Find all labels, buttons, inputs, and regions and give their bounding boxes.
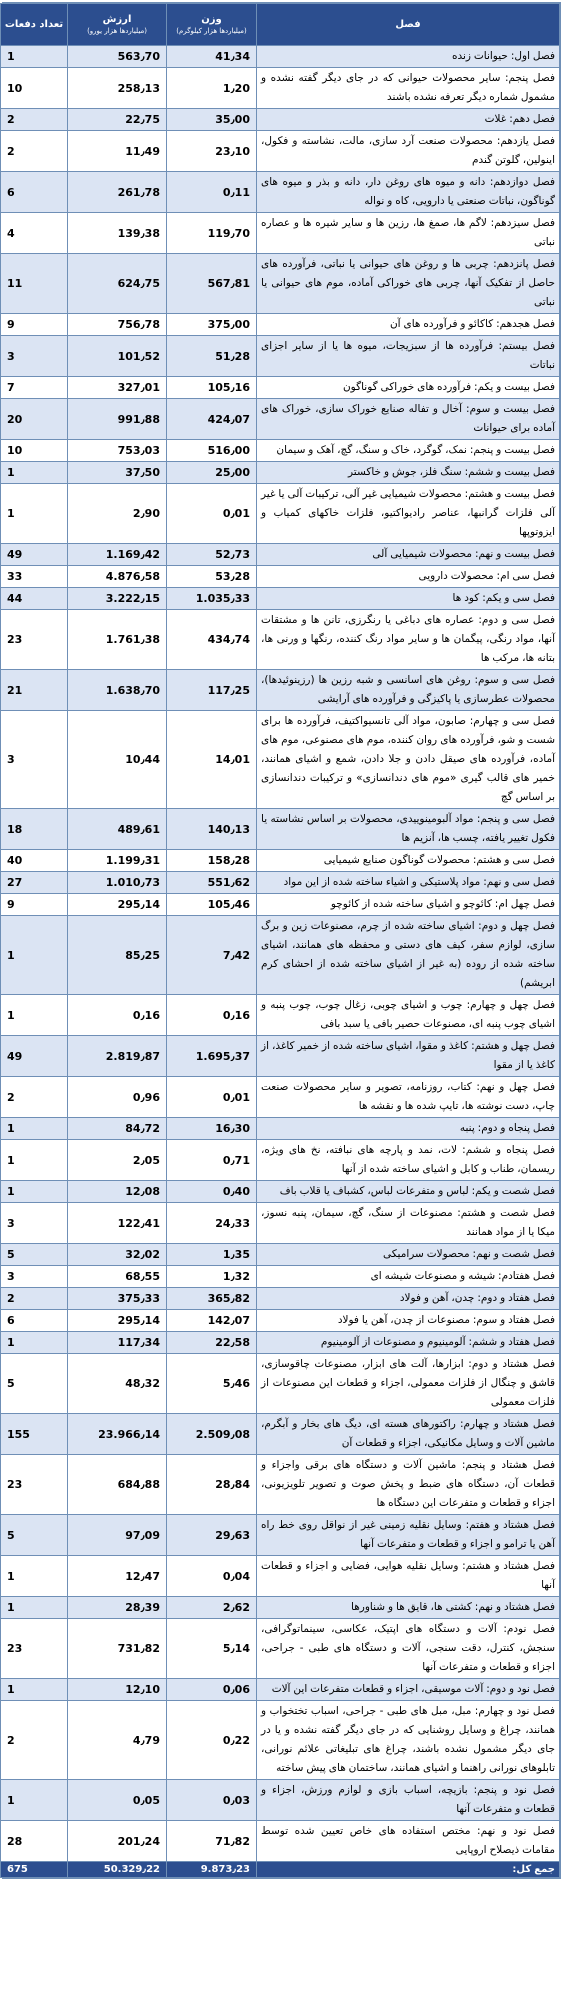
row-count: 2 [1, 109, 68, 131]
table-row [1, 1780, 560, 1821]
table-row [1, 1515, 560, 1556]
row-weight: 158٫28 [167, 850, 257, 872]
row-count: 1 [1, 1597, 68, 1619]
table-row [1, 588, 560, 610]
table-row [1, 399, 560, 440]
row-weight: 567٫81 [167, 254, 257, 314]
row-weight: 2٫62 [167, 1597, 257, 1619]
row-description: فصل هفتاد و دوم: چدن، آهن و فولاد [257, 1288, 560, 1310]
row-description: فصل شصت و نهم: محصولات سرامیکی [257, 1244, 560, 1266]
row-value: 731٫82 [68, 1619, 167, 1679]
row-description: فصل سیزدهم: لاگم ها، صمغ ها، رزین ها و سایر شیره ها و عصاره نباتی [257, 213, 560, 254]
total-row [1, 1862, 560, 1878]
row-description: فصل بیست و ششم: سنگ فلز، جوش و خاکستر [257, 462, 560, 484]
row-weight: 71٫82 [167, 1821, 257, 1862]
row-description: فصل پنجاه و دوم: پنبه [257, 1118, 560, 1140]
row-count: 20 [1, 399, 68, 440]
row-count: 10 [1, 440, 68, 462]
row-description: فصل شصت و یکم: لباس و متفرعات لباس، کشباف یا قلاب باف [257, 1181, 560, 1203]
table-row [1, 610, 560, 670]
trade-table-container [2, 2, 561, 1879]
row-description: فصل پنجاه و ششم: لات، نمد و پارچه های نبافته، نخ های ویژه، ریسمان، طناب و کابل و اشیای ساخته شده از آنها [257, 1140, 560, 1181]
row-value: 295٫14 [68, 1310, 167, 1332]
row-weight: 0٫01 [167, 484, 257, 544]
table-row [1, 172, 560, 213]
row-weight: 0٫11 [167, 172, 257, 213]
row-description: فصل پنجم: سایر محصولات حیوانی که در جای دیگر گفته نشده و مشمول شماره دیگر تعرفه نشده باشند [257, 68, 560, 109]
row-count: 2 [1, 131, 68, 172]
row-count: 9 [1, 314, 68, 336]
row-weight: 424٫07 [167, 399, 257, 440]
row-count: 3 [1, 1266, 68, 1288]
row-count: 11 [1, 254, 68, 314]
table-row [1, 1556, 560, 1597]
row-count: 21 [1, 670, 68, 711]
row-count: 1 [1, 462, 68, 484]
table-row [1, 809, 560, 850]
table-row [1, 995, 560, 1036]
table-row [1, 131, 560, 172]
row-value: 0٫96 [68, 1077, 167, 1118]
row-weight: 24٫33 [167, 1203, 257, 1244]
row-weight: 1.695٫37 [167, 1036, 257, 1077]
table-row [1, 336, 560, 377]
row-value: 10٫44 [68, 711, 167, 809]
row-description: فصل پانزدهم: چربی ها و روغن های حیوانی یا نباتی، فرآورده های حاصل از تفکیک آنها، چربی های خوراکی آماده، موم های حیوانی یا نباتی [257, 254, 560, 314]
row-value: 756٫78 [68, 314, 167, 336]
table-row [1, 314, 560, 336]
total-label: جمع کل: [257, 1862, 560, 1878]
header-value-label: ارزش [102, 14, 132, 25]
row-weight: 1٫35 [167, 1244, 257, 1266]
row-value: 1.010٫73 [68, 872, 167, 894]
row-weight: 0٫01 [167, 1077, 257, 1118]
table-row [1, 1597, 560, 1619]
row-value: 258٫13 [68, 68, 167, 109]
table-body [1, 46, 560, 1862]
row-description: فصل شصت و هشتم: مصنوعات از سنگ، گچ، سیمان، پنبه نسوز، میکا یا از مواد همانند [257, 1203, 560, 1244]
row-weight: 5٫14 [167, 1619, 257, 1679]
table-row [1, 1354, 560, 1414]
row-value: 1.199٫31 [68, 850, 167, 872]
row-value: 0٫05 [68, 1780, 167, 1821]
row-weight: 14٫01 [167, 711, 257, 809]
table-row [1, 1181, 560, 1203]
row-description: فصل نود و چهارم: مبل، مبل های طبی - جراحی، اسباب تختخواب و همانند، چراغ و وسایل روشنایی که در جای دیگر گفته نشده و یا در جای دیگر مشمول نشده باشند، چراغ های تبلیغاتی علائم نورانی، تابلوهای نورانی راهنما و اشیای همانند، ساختمان های پیش ساخته [257, 1701, 560, 1780]
table-row [1, 1679, 560, 1701]
total-value: 50.329٫22 [68, 1862, 167, 1878]
row-description: فصل چهل و چهارم: چوب و اشیای چوبی، زغال چوب، چوب پنبه و اشیای چوب پنبه ای، مصنوعات حصیر بافی یا سبد بافی [257, 995, 560, 1036]
row-value: 37٫50 [68, 462, 167, 484]
row-value: 2.819٫87 [68, 1036, 167, 1077]
row-value: 23.966٫14 [68, 1414, 167, 1455]
row-weight: 105٫46 [167, 894, 257, 916]
table-row [1, 1203, 560, 1244]
row-description: فصل هشتاد و هفتم: وسایل نقلیه زمینی غیر از نواقل روی خط راه آهن یا ترامو و اجزاء و قطعات و متفرعات آنها [257, 1515, 560, 1556]
row-count: 28 [1, 1821, 68, 1862]
row-value: 624٫75 [68, 254, 167, 314]
row-count: 9 [1, 894, 68, 916]
table-row [1, 1118, 560, 1140]
row-value: 753٫03 [68, 440, 167, 462]
row-weight: 0٫03 [167, 1780, 257, 1821]
row-description: فصل هشتاد و چهارم: راکتورهای هسته ای، دیگ های بخار و آبگرم، ماشین آلات و وسایل مکانیکی، اجزاء و قطعات آن [257, 1414, 560, 1455]
table-header-row [1, 4, 560, 46]
table-row [1, 109, 560, 131]
row-value: 11٫49 [68, 131, 167, 172]
row-count: 18 [1, 809, 68, 850]
header-value-unit: (میلیاردها هزار یورو) [87, 27, 147, 35]
row-count: 1 [1, 1181, 68, 1203]
row-description: فصل بیست و هشتم: محصولات شیمیایی غیر آلی، ترکیبات آلی یا غیر آلی فلزات گرانبها، عناصر رادیواکتیو، فلزات خاکهای کمیاب و ایزوتوپها [257, 484, 560, 544]
row-value: 97٫09 [68, 1515, 167, 1556]
row-description: فصل بیست و سوم: آخال و تفاله صنایع خوراک سازی، خوراک های آماده برای حیوانات [257, 399, 560, 440]
row-description: فصل هشتاد و هشتم: وسایل نقلیه هوایی، فضایی و اجزاء و قطعات آنها [257, 1556, 560, 1597]
row-value: 2٫05 [68, 1140, 167, 1181]
row-count: 1 [1, 484, 68, 544]
row-count: 1 [1, 1780, 68, 1821]
header-count: تعداد دفعات [1, 4, 68, 46]
header-weight-label: وزن [201, 14, 222, 25]
table-row [1, 484, 560, 544]
row-description: فصل چهل و هشتم: کاغذ و مقوا، اشیای ساخته شده از خمیر کاغذ، از کاغذ یا از مقوا [257, 1036, 560, 1077]
row-value: 684٫88 [68, 1455, 167, 1515]
row-description: فصل سی و نهم: مواد پلاستیکی و اشیاء ساخته شده از این مواد [257, 872, 560, 894]
table-row [1, 711, 560, 809]
table-row [1, 440, 560, 462]
row-description: فصل هشتاد و نهم: کشتی ها، قایق ها و شناورها [257, 1597, 560, 1619]
row-weight: 117٫25 [167, 670, 257, 711]
row-count: 1 [1, 995, 68, 1036]
table-row [1, 544, 560, 566]
row-value: 1.761٫38 [68, 610, 167, 670]
row-count: 7 [1, 377, 68, 399]
row-count: 3 [1, 336, 68, 377]
row-weight: 105٫16 [167, 377, 257, 399]
row-weight: 1٫32 [167, 1266, 257, 1288]
row-value: 68٫55 [68, 1266, 167, 1288]
row-description: فصل یازدهم: محصولات صنعت آرد سازی، مالت، نشاسته و فکول، اینولین، گلوتن گندم [257, 131, 560, 172]
row-value: 84٫72 [68, 1118, 167, 1140]
row-value: 12٫10 [68, 1679, 167, 1701]
row-description: فصل دهم: غلات [257, 109, 560, 131]
row-value: 4.876٫58 [68, 566, 167, 588]
row-weight: 5٫46 [167, 1354, 257, 1414]
row-weight: 140٫13 [167, 809, 257, 850]
row-value: 32٫02 [68, 1244, 167, 1266]
row-weight: 375٫00 [167, 314, 257, 336]
row-weight: 41٫34 [167, 46, 257, 68]
row-count: 10 [1, 68, 68, 109]
table-row [1, 1140, 560, 1181]
row-weight: 16٫30 [167, 1118, 257, 1140]
row-value: 327٫01 [68, 377, 167, 399]
row-description: فصل سی ام: محصولات دارویی [257, 566, 560, 588]
row-weight: 22٫58 [167, 1332, 257, 1354]
row-value: 1.169٫42 [68, 544, 167, 566]
row-description: فصل سی و دوم: عصاره های دباغی یا رنگرزی، تانن ها و مشتقات آنها، مواد رنگی، پیگمان ها و سایر مواد رنگ کننده، رنگها و ورنی ها، بتانه ها، مرکب ها [257, 610, 560, 670]
row-description: فصل اول: حیوانات زنده [257, 46, 560, 68]
row-description: فصل سی و هشتم: محصولات گوناگون صنایع شیمیایی [257, 850, 560, 872]
row-description: فصل بیست و یکم: فرآورده های خوراکی گوناگون [257, 377, 560, 399]
row-description: فصل دوازدهم: دانه و میوه های روغن دار، دانه و بذر و میوه های گوناگون، نباتات صنعتی یا دارویی، کاه و نواله [257, 172, 560, 213]
row-weight: 28٫84 [167, 1455, 257, 1515]
row-count: 49 [1, 544, 68, 566]
row-value: 85٫25 [68, 916, 167, 995]
table-row [1, 462, 560, 484]
total-weight: 9.873٫23 [167, 1862, 257, 1878]
table-row [1, 566, 560, 588]
row-count: 49 [1, 1036, 68, 1077]
table-row [1, 916, 560, 995]
row-value: 201٫24 [68, 1821, 167, 1862]
table-row [1, 1310, 560, 1332]
table-row [1, 1332, 560, 1354]
row-value: 12٫08 [68, 1181, 167, 1203]
row-weight: 0٫04 [167, 1556, 257, 1597]
row-count: 1 [1, 1118, 68, 1140]
row-weight: 119٫70 [167, 213, 257, 254]
row-count: 33 [1, 566, 68, 588]
trade-statistics-table [0, 3, 560, 1878]
row-value: 991٫88 [68, 399, 167, 440]
row-count: 27 [1, 872, 68, 894]
row-description: فصل چهل و نهم: کتاب، روزنامه، تصویر و سایر محصولات صنعت چاپ، دست نوشته ها، تایپ شده ها و نقشه ها [257, 1077, 560, 1118]
row-weight: 516٫00 [167, 440, 257, 462]
row-value: 2٫90 [68, 484, 167, 544]
table-row [1, 1244, 560, 1266]
row-count: 5 [1, 1354, 68, 1414]
row-description: فصل نود و نهم: مختص استفاده های خاص تعیین شده توسط مقامات ذیصلاح اروپایی [257, 1821, 560, 1862]
row-value: 22٫75 [68, 109, 167, 131]
table-row [1, 872, 560, 894]
row-value: 12٫47 [68, 1556, 167, 1597]
row-description: فصل نود و دوم: آلات موسیقی، اجزاء و قطعات متفرعات این آلات [257, 1679, 560, 1701]
table-row [1, 850, 560, 872]
row-value: 563٫70 [68, 46, 167, 68]
row-value: 122٫41 [68, 1203, 167, 1244]
row-weight: 1.035٫33 [167, 588, 257, 610]
table-row [1, 1414, 560, 1455]
table-row [1, 1821, 560, 1862]
row-value: 117٫34 [68, 1332, 167, 1354]
row-count: 1 [1, 1140, 68, 1181]
header-weight [167, 4, 257, 46]
row-weight: 0٫16 [167, 995, 257, 1036]
row-value: 0٫16 [68, 995, 167, 1036]
table-row [1, 377, 560, 399]
row-value: 28٫39 [68, 1597, 167, 1619]
row-description: فصل بیستم: فرآورده ها از سبزیجات، میوه ها یا از سایر اجزای نباتات [257, 336, 560, 377]
table-row [1, 1619, 560, 1679]
header-description: فصل [257, 4, 560, 46]
table-row [1, 1266, 560, 1288]
row-value: 4٫79 [68, 1701, 167, 1780]
header-weight-unit: (میلیاردها هزار کیلوگرم) [176, 27, 247, 35]
row-weight: 35٫00 [167, 109, 257, 131]
row-value: 489٫61 [68, 809, 167, 850]
row-description: فصل بیست و نهم: محصولات شیمیایی آلی [257, 544, 560, 566]
row-value: 101٫52 [68, 336, 167, 377]
row-count: 5 [1, 1515, 68, 1556]
row-count: 3 [1, 711, 68, 809]
row-weight: 53٫28 [167, 566, 257, 588]
row-description: فصل هفتادم: شیشه و مصنوعات شیشه ای [257, 1266, 560, 1288]
table-row [1, 1077, 560, 1118]
row-count: 2 [1, 1288, 68, 1310]
table-row [1, 894, 560, 916]
row-description: فصل هفتاد و ششم: آلومینیوم و مصنوعات از آلومینیوم [257, 1332, 560, 1354]
row-weight: 7٫42 [167, 916, 257, 995]
row-value: 3.222٫15 [68, 588, 167, 610]
row-weight: 25٫00 [167, 462, 257, 484]
row-weight: 51٫28 [167, 336, 257, 377]
table-row [1, 670, 560, 711]
row-weight: 29٫63 [167, 1515, 257, 1556]
row-value: 295٫14 [68, 894, 167, 916]
row-value: 1.638٫70 [68, 670, 167, 711]
row-count: 3 [1, 1203, 68, 1244]
row-description: فصل هشتاد و پنجم: ماشین آلات و دستگاه های برقی واجزاء و قطعات آن، دستگاه های ضبط و پخش صوت و تصویر تلویزیونی، اجزاء و قطعات و متفرعات این دستگاه ها [257, 1455, 560, 1515]
row-weight: 1٫20 [167, 68, 257, 109]
row-count: 2 [1, 1701, 68, 1780]
row-description: فصل هجدهم: کاکائو و فرآورده های آن [257, 314, 560, 336]
row-weight: 551٫62 [167, 872, 257, 894]
table-row [1, 1036, 560, 1077]
row-count: 1 [1, 1332, 68, 1354]
table-row [1, 254, 560, 314]
row-count: 2 [1, 1077, 68, 1118]
row-weight: 142٫07 [167, 1310, 257, 1332]
header-value [68, 4, 167, 46]
table-row [1, 68, 560, 109]
row-weight: 23٫10 [167, 131, 257, 172]
table-row [1, 1701, 560, 1780]
row-count: 44 [1, 588, 68, 610]
row-description: فصل هشتاد و دوم: ابزارها، آلت های ابزار، مصنوعات چاقوسازی، قاشق و چنگال از فلزات معمولی، اجزاء و قطعات این مصنوعات از فلزات معمولی [257, 1354, 560, 1414]
row-count: 1 [1, 916, 68, 995]
row-description: فصل سی و سوم: روغن های اسانسی و شبه رزین ها (رزینوئیدها)، محصولات عطرسازی یا پاکیزگی و فرآورده های آرایشی [257, 670, 560, 711]
table-row [1, 46, 560, 68]
row-weight: 0٫71 [167, 1140, 257, 1181]
row-description: فصل هفتاد و سوم: مصنوعات از چدن، آهن یا فولاد [257, 1310, 560, 1332]
row-count: 1 [1, 46, 68, 68]
row-weight: 434٫74 [167, 610, 257, 670]
row-count: 23 [1, 610, 68, 670]
row-description: فصل چهل و دوم: اشیای ساخته شده از چرم، مصنوعات زین و برگ سازی، لوازم سفر، کیف های دستی و محفظه های همانند، اشیای ساخته شده از روده (به غیر از اشیای ساخته شده از احشای کرم ابریشم) [257, 916, 560, 995]
row-value: 261٫78 [68, 172, 167, 213]
row-value: 139٫38 [68, 213, 167, 254]
row-count: 6 [1, 172, 68, 213]
row-weight: 0٫22 [167, 1701, 257, 1780]
row-description: فصل نود و پنجم: بازیچه، اسباب بازی و لوازم ورزش، اجزاء و قطعات و متفرعات آنها [257, 1780, 560, 1821]
row-description: فصل سی و پنجم: مواد آلبومینوییدی، محصولات بر اساس نشاسته یا فکول تغییر یافته، چسب ها، آنزیم ها [257, 809, 560, 850]
row-weight: 0٫40 [167, 1181, 257, 1203]
total-count: 675 [1, 1862, 68, 1878]
row-weight: 2.509٫08 [167, 1414, 257, 1455]
row-count: 23 [1, 1619, 68, 1679]
row-description: فصل بیست و پنجم: نمک، گوگرد، خاک و سنگ، گچ، آهک و سیمان [257, 440, 560, 462]
row-description: فصل سی و چهارم: صابون، مواد آلی تانسیواکتیف، فرآورده ها برای شست و شو، فرآورده های روان کننده، موم های مصنوعی، موم های آماده، فرآورده های صیقل دادن و جلا دادن، شمع و اشیای همانند، خمیر های قالب گیری «موم های دندانسازی» و ترکیبات دندانسازی بر اساس گچ [257, 711, 560, 809]
row-count: 155 [1, 1414, 68, 1455]
table-row [1, 1455, 560, 1515]
row-count: 23 [1, 1455, 68, 1515]
row-count: 40 [1, 850, 68, 872]
table-row [1, 1288, 560, 1310]
row-count: 5 [1, 1244, 68, 1266]
row-count: 4 [1, 213, 68, 254]
row-count: 1 [1, 1556, 68, 1597]
row-description: فصل سی و یکم: کود ها [257, 588, 560, 610]
row-count: 6 [1, 1310, 68, 1332]
row-weight: 365٫82 [167, 1288, 257, 1310]
row-count: 1 [1, 1679, 68, 1701]
row-value: 375٫33 [68, 1288, 167, 1310]
table-row [1, 213, 560, 254]
row-weight: 0٫06 [167, 1679, 257, 1701]
row-value: 48٫32 [68, 1354, 167, 1414]
row-description: فصل نودم: آلات و دستگاه های اپتیک، عکاسی، سینماتوگرافی، سنجش، کنترل، دقت سنجی، آلات و دستگاه های طبی - جراحی، اجزاء و قطعات و متفرعات آنها [257, 1619, 560, 1679]
row-description: فصل چهل ام: کائوچو و اشیای ساخته شده از کائوچو [257, 894, 560, 916]
row-weight: 52٫73 [167, 544, 257, 566]
